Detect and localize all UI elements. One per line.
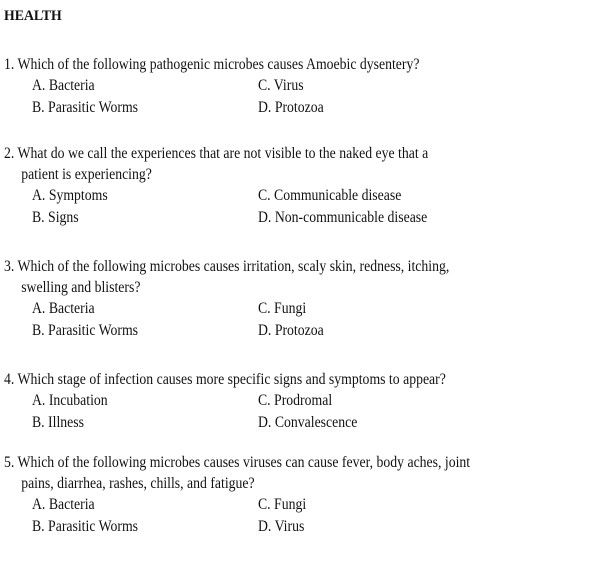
question-stem-line: 2. What do we call the experiences that are not visible to the naked eye that a	[4, 145, 429, 162]
question-stem-line: swelling and blisters?	[21, 279, 141, 296]
answer-options	[4, 75, 589, 119]
option-b: B. Parasitic Worms	[32, 518, 139, 535]
question-stem	[4, 452, 507, 494]
question-stem-line: 5. Which of the following microbes causes viruses can cause fever, body aches, joint	[4, 454, 471, 471]
option-c: C. Fungi	[258, 300, 307, 317]
question-stem	[4, 369, 507, 390]
option-d: D. Protozoa	[258, 99, 324, 116]
option-a: A. Symptoms	[32, 187, 108, 204]
option-b: B. Parasitic Worms	[32, 322, 139, 339]
question-2	[4, 143, 589, 229]
question-5	[4, 452, 589, 538]
answer-options	[4, 298, 589, 342]
question-stem-line: 4. Which stage of infection causes more specific signs and symptoms to appear?	[4, 371, 446, 388]
answer-options	[4, 390, 589, 434]
question-stem-line: 1. Which of the following pathogenic microbes causes Amoebic dysentery?	[4, 56, 420, 73]
option-b: B. Parasitic Worms	[32, 99, 139, 116]
option-d: D. Convalescence	[258, 414, 358, 431]
option-d: D. Virus	[258, 518, 305, 535]
question-stem	[4, 54, 507, 75]
option-d: D. Non-communicable disease	[258, 209, 428, 226]
question-stem-line: patient is experiencing?	[21, 166, 152, 183]
question-3	[4, 256, 589, 342]
question-stem	[4, 256, 507, 298]
page-title: HEALTH	[4, 8, 62, 24]
option-a: A. Bacteria	[32, 77, 95, 94]
option-a: A. Incubation	[32, 392, 108, 409]
question-1	[4, 54, 589, 119]
question-4	[4, 369, 589, 434]
option-c: C. Virus	[258, 77, 304, 94]
option-b: B. Illness	[32, 414, 84, 431]
answer-options	[4, 494, 589, 538]
option-c: C. Prodromal	[258, 392, 333, 409]
option-a: A. Bacteria	[32, 300, 95, 317]
question-stem-line: pains, diarrhea, rashes, chills, and fatigue?	[21, 475, 255, 492]
option-a: A. Bacteria	[32, 496, 95, 513]
option-c: C. Communicable disease	[258, 187, 402, 204]
option-c: C. Fungi	[258, 496, 307, 513]
option-d: D. Protozoa	[258, 322, 324, 339]
question-stem-line: 3. Which of the following microbes causes irritation, scaly skin, redness, itching,	[4, 258, 450, 275]
option-b: B. Signs	[32, 209, 79, 226]
answer-options	[4, 185, 589, 229]
question-stem	[4, 143, 507, 185]
